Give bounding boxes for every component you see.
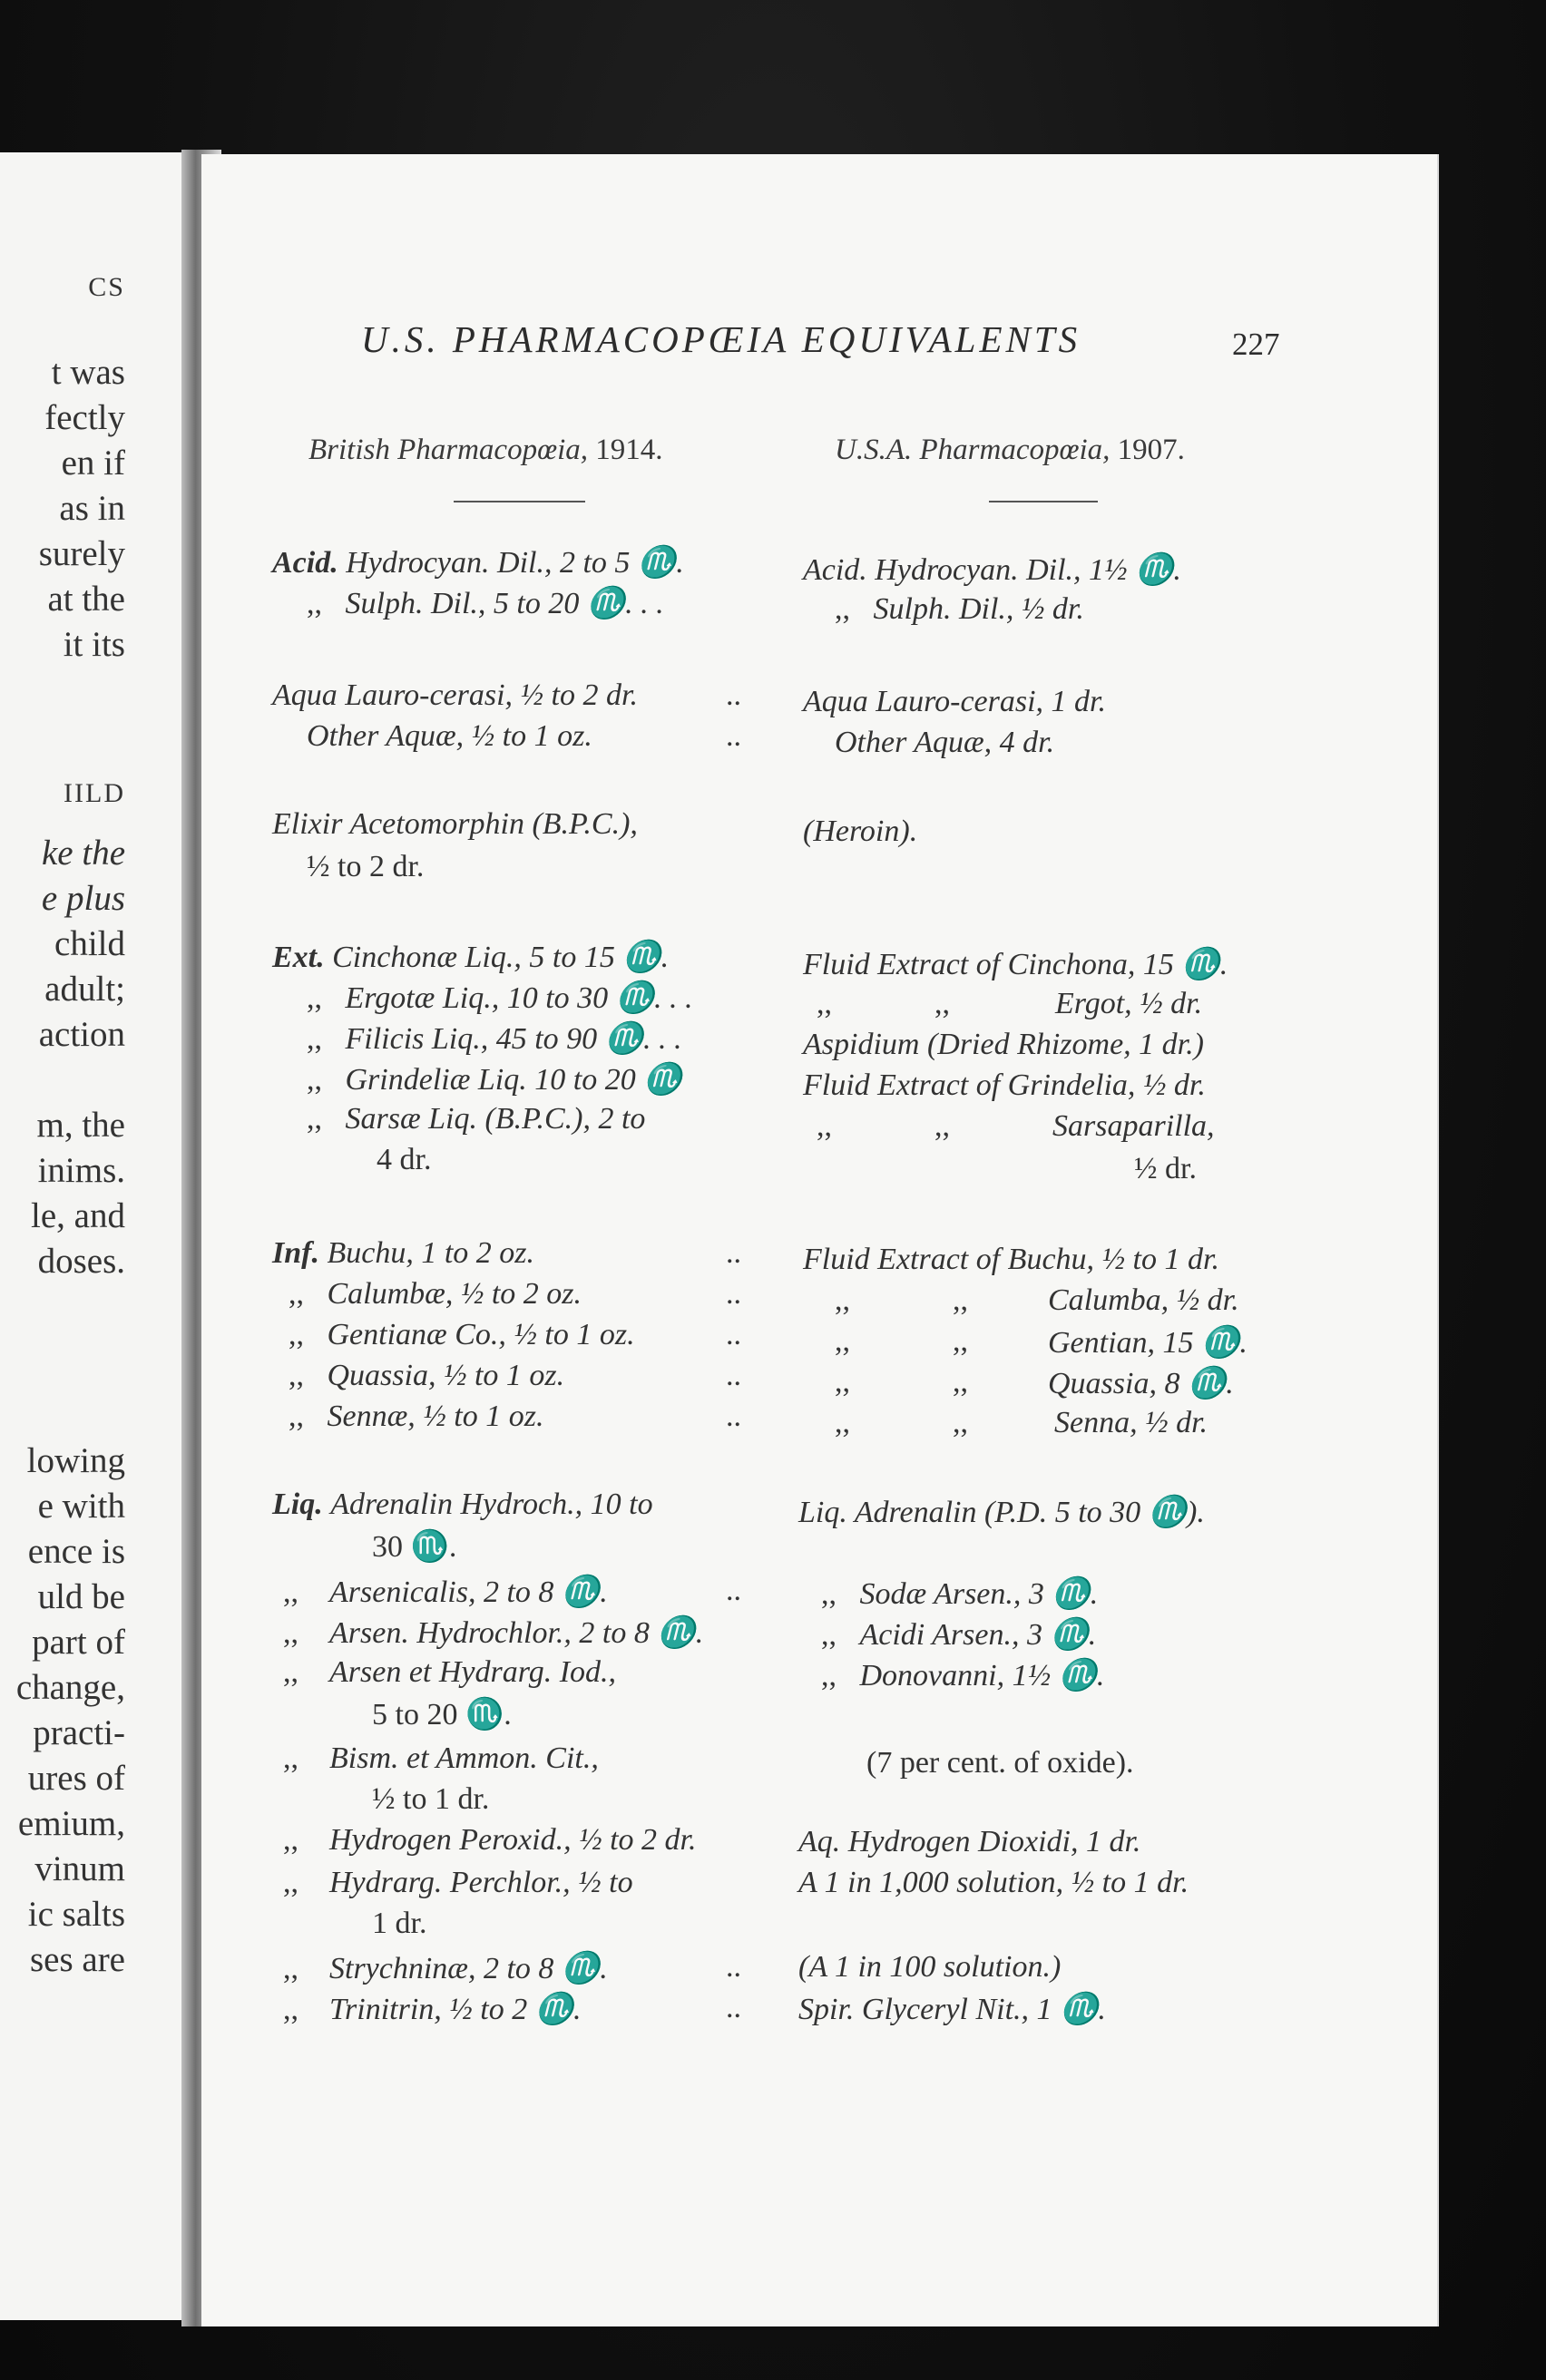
ditto-mark: ,,	[307, 587, 322, 620]
entry-text: Arsen et Hydrarg. Iod.,	[329, 1655, 617, 1689]
equivalent-text: Gentian, 15 ♏.	[1048, 1326, 1248, 1360]
ditto-mark: ,,	[307, 1102, 322, 1136]
entry-text: Sulph. Dil., 5 to 20 ♏. . .	[345, 587, 664, 620]
entry-text: Filicis Liq., 45 to 90 ♏. . .	[345, 1022, 682, 1056]
equivalent-text: Liq. Adrenalin (P.D. 5 to 30 ♏).	[798, 1496, 1205, 1529]
table-row	[272, 807, 638, 842]
leader-dots: ..	[726, 1277, 741, 1311]
table-row	[307, 585, 664, 621]
table-row	[307, 1020, 682, 1057]
ditto-mark: ,,	[835, 1406, 850, 1439]
facing-page-text-fragment: it its	[63, 625, 125, 664]
table-row	[1134, 1152, 1197, 1186]
facing-page-text-fragment: emium,	[17, 1804, 125, 1843]
ditto-mark: ,,	[835, 1365, 850, 1399]
column-heading-name: U.S.A. Pharmacopœia,	[835, 434, 1111, 466]
ditto-mark: ,,	[283, 1823, 298, 1857]
ditto-mark: ,,	[307, 1022, 322, 1056]
facing-page-text-fragment: part of	[32, 1623, 125, 1662]
table-row	[798, 1991, 1106, 2027]
entry-head: Liq.	[272, 1488, 323, 1521]
ditto-mark: ,,	[817, 987, 832, 1020]
entry-text: Adrenalin Hydroch., 10 to	[330, 1488, 653, 1521]
facing-page-text-fragment: doses.	[37, 1242, 125, 1281]
table-row	[283, 1614, 703, 1651]
table-row	[307, 719, 592, 754]
equivalent-text: (Heroin).	[803, 814, 918, 848]
facing-page-text-fragment: e plus	[41, 879, 125, 918]
facing-page-text-fragment: change,	[15, 1668, 125, 1707]
table-row	[821, 1657, 1104, 1693]
entry-text: Hydrarg. Perchlor., ½ to	[329, 1866, 633, 1899]
ditto-mark: ,,	[283, 1616, 298, 1650]
leader-dots: ..	[726, 1574, 741, 1607]
leader-dots: ..	[726, 1400, 741, 1433]
table-row	[272, 544, 684, 580]
entry-text: ½ to 2 dr.	[307, 850, 425, 883]
entry-text: 5 to 20 ♏.	[372, 1698, 512, 1731]
table-row	[377, 1143, 431, 1177]
table-row	[289, 1400, 543, 1434]
ditto-mark: ,,	[283, 1741, 298, 1775]
table-row	[307, 980, 693, 1016]
equivalent-text: Sodæ Arsen., 3 ♏.	[859, 1577, 1099, 1611]
facing-page-text-fragment: action	[38, 1015, 125, 1054]
leader-dots: ..	[726, 1318, 741, 1351]
entry-text: Arsen. Hydrochlor., 2 to 8 ♏.	[329, 1616, 704, 1650]
table-row	[372, 1907, 426, 1941]
table-row	[272, 678, 638, 713]
ditto-mark: ,,	[835, 1324, 850, 1358]
facing-page-text-fragment: ic salts	[27, 1895, 125, 1934]
page-number: 227	[1232, 327, 1280, 362]
entry-text: Hydrogen Peroxid., ½ to 2 dr.	[329, 1823, 697, 1857]
table-row	[835, 592, 1084, 627]
column-heading-year: 1907.	[1117, 434, 1185, 466]
table-row	[1054, 1406, 1208, 1440]
table-row	[289, 1277, 582, 1312]
ditto-mark: ,,	[934, 1109, 950, 1143]
entry-text: Ergotæ Liq., 10 to 30 ♏. . .	[345, 981, 693, 1015]
entry-text: Other Aquæ, ½ to 1 oz.	[307, 719, 592, 753]
facing-page-text-fragment: ures of	[27, 1759, 125, 1798]
table-row	[821, 1616, 1096, 1653]
entry-text: Bism. et Ammon. Cit.,	[329, 1741, 599, 1775]
facing-page-text-fragment: m, the	[36, 1106, 125, 1145]
entry-text: Grindeliæ Liq. 10 to 20 ♏	[345, 1063, 682, 1097]
facing-page-left	[0, 152, 198, 2320]
facing-page-text-fragment: vinum	[34, 1849, 125, 1888]
table-row	[283, 1991, 582, 2027]
ditto-mark: ,,	[953, 1406, 968, 1439]
entry-text: 1 dr.	[372, 1907, 427, 1940]
table-row	[821, 1575, 1098, 1612]
entry-text: 30 ♏.	[372, 1530, 457, 1564]
leader-dots: ..	[726, 678, 741, 712]
facing-page-text-fragment: surely	[38, 534, 125, 573]
leader-dots: ..	[726, 1359, 741, 1392]
facing-page-text-fragment: CS	[88, 272, 125, 302]
table-row	[798, 1494, 1205, 1530]
table-row	[272, 1488, 653, 1522]
table-row	[866, 1746, 1134, 1780]
equivalent-text: Sarsaparilla,	[1052, 1109, 1215, 1143]
table-row	[283, 1574, 608, 1610]
divider	[454, 501, 585, 502]
equivalent-text: Spir. Glyceryl Nit., 1 ♏.	[798, 1993, 1106, 2026]
entry-text: Hydrocyan. Dil., 2 to 5 ♏.	[346, 546, 684, 580]
entry-text: ½ to 1 dr.	[372, 1782, 490, 1816]
equivalent-text: Aq. Hydrogen Dioxidi, 1 dr.	[798, 1825, 1141, 1858]
table-row	[1048, 1324, 1248, 1361]
facing-page-text-fragment: e with	[37, 1487, 125, 1526]
table-row	[283, 1866, 633, 1900]
equivalent-text: Senna, ½ dr.	[1054, 1406, 1208, 1439]
table-row	[289, 1359, 564, 1393]
entry-text: 4 dr.	[377, 1143, 432, 1176]
facing-page-text-fragment: inims.	[37, 1151, 125, 1190]
ditto-mark: ,,	[283, 1866, 298, 1899]
table-row	[803, 814, 917, 849]
table-row	[307, 1102, 645, 1136]
facing-page-text-fragment: lowing	[26, 1441, 125, 1480]
table-row	[1048, 1365, 1234, 1401]
column-heading-name: British Pharmacopœia,	[308, 434, 589, 466]
ditto-mark: ,,	[821, 1659, 837, 1692]
table-row	[803, 1243, 1219, 1277]
table-row	[272, 939, 669, 975]
ditto-mark: ,,	[821, 1618, 837, 1652]
table-row	[1048, 1283, 1239, 1318]
ditto-mark: ,,	[289, 1400, 304, 1433]
entry-text: Sennæ, ½ to 1 oz.	[327, 1400, 544, 1433]
table-row	[289, 1318, 635, 1352]
ditto-mark: ,,	[289, 1277, 304, 1311]
facing-page-text-fragment: ke the	[41, 834, 125, 873]
facing-page-text-fragment: as in	[59, 489, 125, 528]
equivalent-text: A 1 in 1,000 solution, ½ to 1 dr.	[798, 1866, 1189, 1899]
equivalent-text: Acidi Arsen., 3 ♏.	[859, 1618, 1097, 1652]
facing-page-text-fragment: IILD	[64, 778, 125, 808]
entry-text: Gentianæ Co., ½ to 1 oz.	[327, 1318, 635, 1351]
page-title: U.S. PHARMACOPŒIA EQUIVALENTS	[361, 318, 1081, 360]
equivalent-text: Acid. Hydrocyan. Dil., 1½ ♏.	[803, 553, 1181, 587]
leader-dots: ..	[726, 719, 741, 753]
ditto-mark: ,,	[953, 1365, 968, 1399]
table-row	[307, 1061, 682, 1097]
ditto-mark: ,,	[307, 1063, 322, 1097]
table-row	[372, 1782, 489, 1817]
ditto-mark: ,,	[307, 981, 322, 1015]
column-heading-year: 1914.	[595, 434, 663, 466]
ditto-mark: ,,	[283, 1575, 298, 1609]
ditto-mark: ,,	[283, 1952, 298, 1985]
facing-page-text-fragment: fectly	[44, 398, 125, 437]
entry-text: Aqua Lauro-cerasi, ½ to 2 dr.	[272, 678, 638, 712]
ditto-mark: ,,	[283, 1655, 298, 1689]
entry-text: Quassia, ½ to 1 oz.	[327, 1359, 565, 1392]
equivalent-text: Aqua Lauro-cerasi, 1 dr.	[803, 685, 1107, 718]
facing-page-text-fragment: t was	[51, 353, 125, 392]
table-row	[283, 1950, 608, 1986]
equivalent-text: ½ dr.	[1134, 1152, 1197, 1185]
ditto-mark: ,,	[953, 1283, 968, 1317]
table-row	[372, 1696, 512, 1732]
facing-page-text-fragment: en if	[61, 444, 125, 483]
table-row	[283, 1655, 616, 1690]
table-row	[272, 1236, 534, 1271]
table-row	[803, 946, 1228, 982]
equivalent-text: Fluid Extract of Cinchona, 15 ♏.	[803, 948, 1228, 981]
equivalent-text: Ergot, ½ dr.	[1055, 987, 1203, 1020]
table-row	[798, 1950, 1061, 1985]
facing-page-text-fragment: ses are	[29, 1940, 125, 1979]
ditto-mark: ,,	[953, 1324, 968, 1358]
column-heading-usa	[835, 434, 1185, 467]
equivalent-text: Quassia, 8 ♏.	[1048, 1367, 1234, 1400]
equivalent-text: Sulph. Dil., ½ dr.	[873, 592, 1084, 626]
ditto-mark: ,,	[835, 592, 850, 626]
entry-head: Inf.	[272, 1236, 319, 1270]
equivalent-text: Calumba, ½ dr.	[1048, 1283, 1239, 1317]
table-row	[1052, 1109, 1215, 1144]
table-row	[803, 1068, 1206, 1103]
equivalent-text: Donovanni, 1½ ♏.	[859, 1659, 1105, 1692]
facing-page-text-fragment: child	[54, 924, 125, 963]
entry-text: Calumbæ, ½ to 2 oz.	[327, 1277, 582, 1311]
entry-text: Arsenicalis, 2 to 8 ♏.	[329, 1575, 608, 1609]
entry-text: Elixir Acetomorphin (B.P.C.),	[272, 807, 638, 841]
running-head	[0, 317, 1546, 372]
table-row	[803, 1028, 1204, 1062]
table-row	[803, 551, 1181, 588]
facing-page-text-fragment: adult;	[44, 970, 125, 1009]
entry-text: Sarsæ Liq. (B.P.C.), 2 to	[345, 1102, 646, 1136]
ditto-mark: ,,	[283, 1993, 298, 2026]
column-heading-british	[308, 434, 663, 467]
equivalent-text: Other Aquæ, 4 dr.	[835, 726, 1055, 759]
table-row	[372, 1528, 456, 1565]
equivalent-text: Fluid Extract of Buchu, ½ to 1 dr.	[803, 1243, 1219, 1276]
table-row	[307, 850, 424, 884]
facing-page-text-fragment: le, and	[31, 1196, 125, 1235]
divider	[989, 501, 1098, 502]
entry-text: Cinchonæ Liq., 5 to 15 ♏.	[332, 941, 670, 974]
ditto-mark: ,,	[934, 987, 950, 1020]
equivalent-text: Aspidium (Dried Rhizome, 1 dr.)	[803, 1028, 1204, 1061]
equivalent-text: (A 1 in 100 solution.)	[798, 1950, 1062, 1984]
facing-page-text-fragment: uld be	[37, 1577, 125, 1616]
table-row	[835, 726, 1054, 760]
ditto-mark: ,,	[817, 1109, 832, 1143]
leader-dots: ..	[726, 1950, 741, 1984]
leader-dots: ..	[726, 1236, 741, 1270]
table-row	[798, 1825, 1140, 1859]
entry-text: Trinitrin, ½ to 2 ♏.	[329, 1993, 582, 2026]
ditto-mark: ,,	[289, 1359, 304, 1392]
table-row	[798, 1866, 1189, 1900]
entry-text: Strychninæ, 2 to 8 ♏.	[329, 1952, 608, 1985]
facing-page-text-fragment: practi-	[33, 1713, 125, 1752]
equivalent-text: (7 per cent. of oxide).	[866, 1746, 1134, 1780]
equivalent-text: Fluid Extract of Grindelia, ½ dr.	[803, 1068, 1206, 1102]
ditto-mark: ,,	[289, 1318, 304, 1351]
table-row	[1055, 987, 1202, 1021]
table-row	[803, 685, 1106, 719]
ditto-mark: ,,	[821, 1577, 837, 1611]
entry-head: Ext.	[272, 941, 325, 974]
table-row	[283, 1823, 696, 1858]
entry-head: Acid.	[272, 546, 338, 580]
ditto-mark: ,,	[835, 1283, 850, 1317]
facing-page-text-fragment: ence is	[27, 1532, 125, 1571]
entry-text: Buchu, 1 to 2 oz.	[327, 1236, 535, 1270]
table-row	[283, 1741, 599, 1776]
leader-dots: ..	[726, 1991, 741, 2024]
facing-page-text-fragment: at the	[47, 580, 125, 619]
